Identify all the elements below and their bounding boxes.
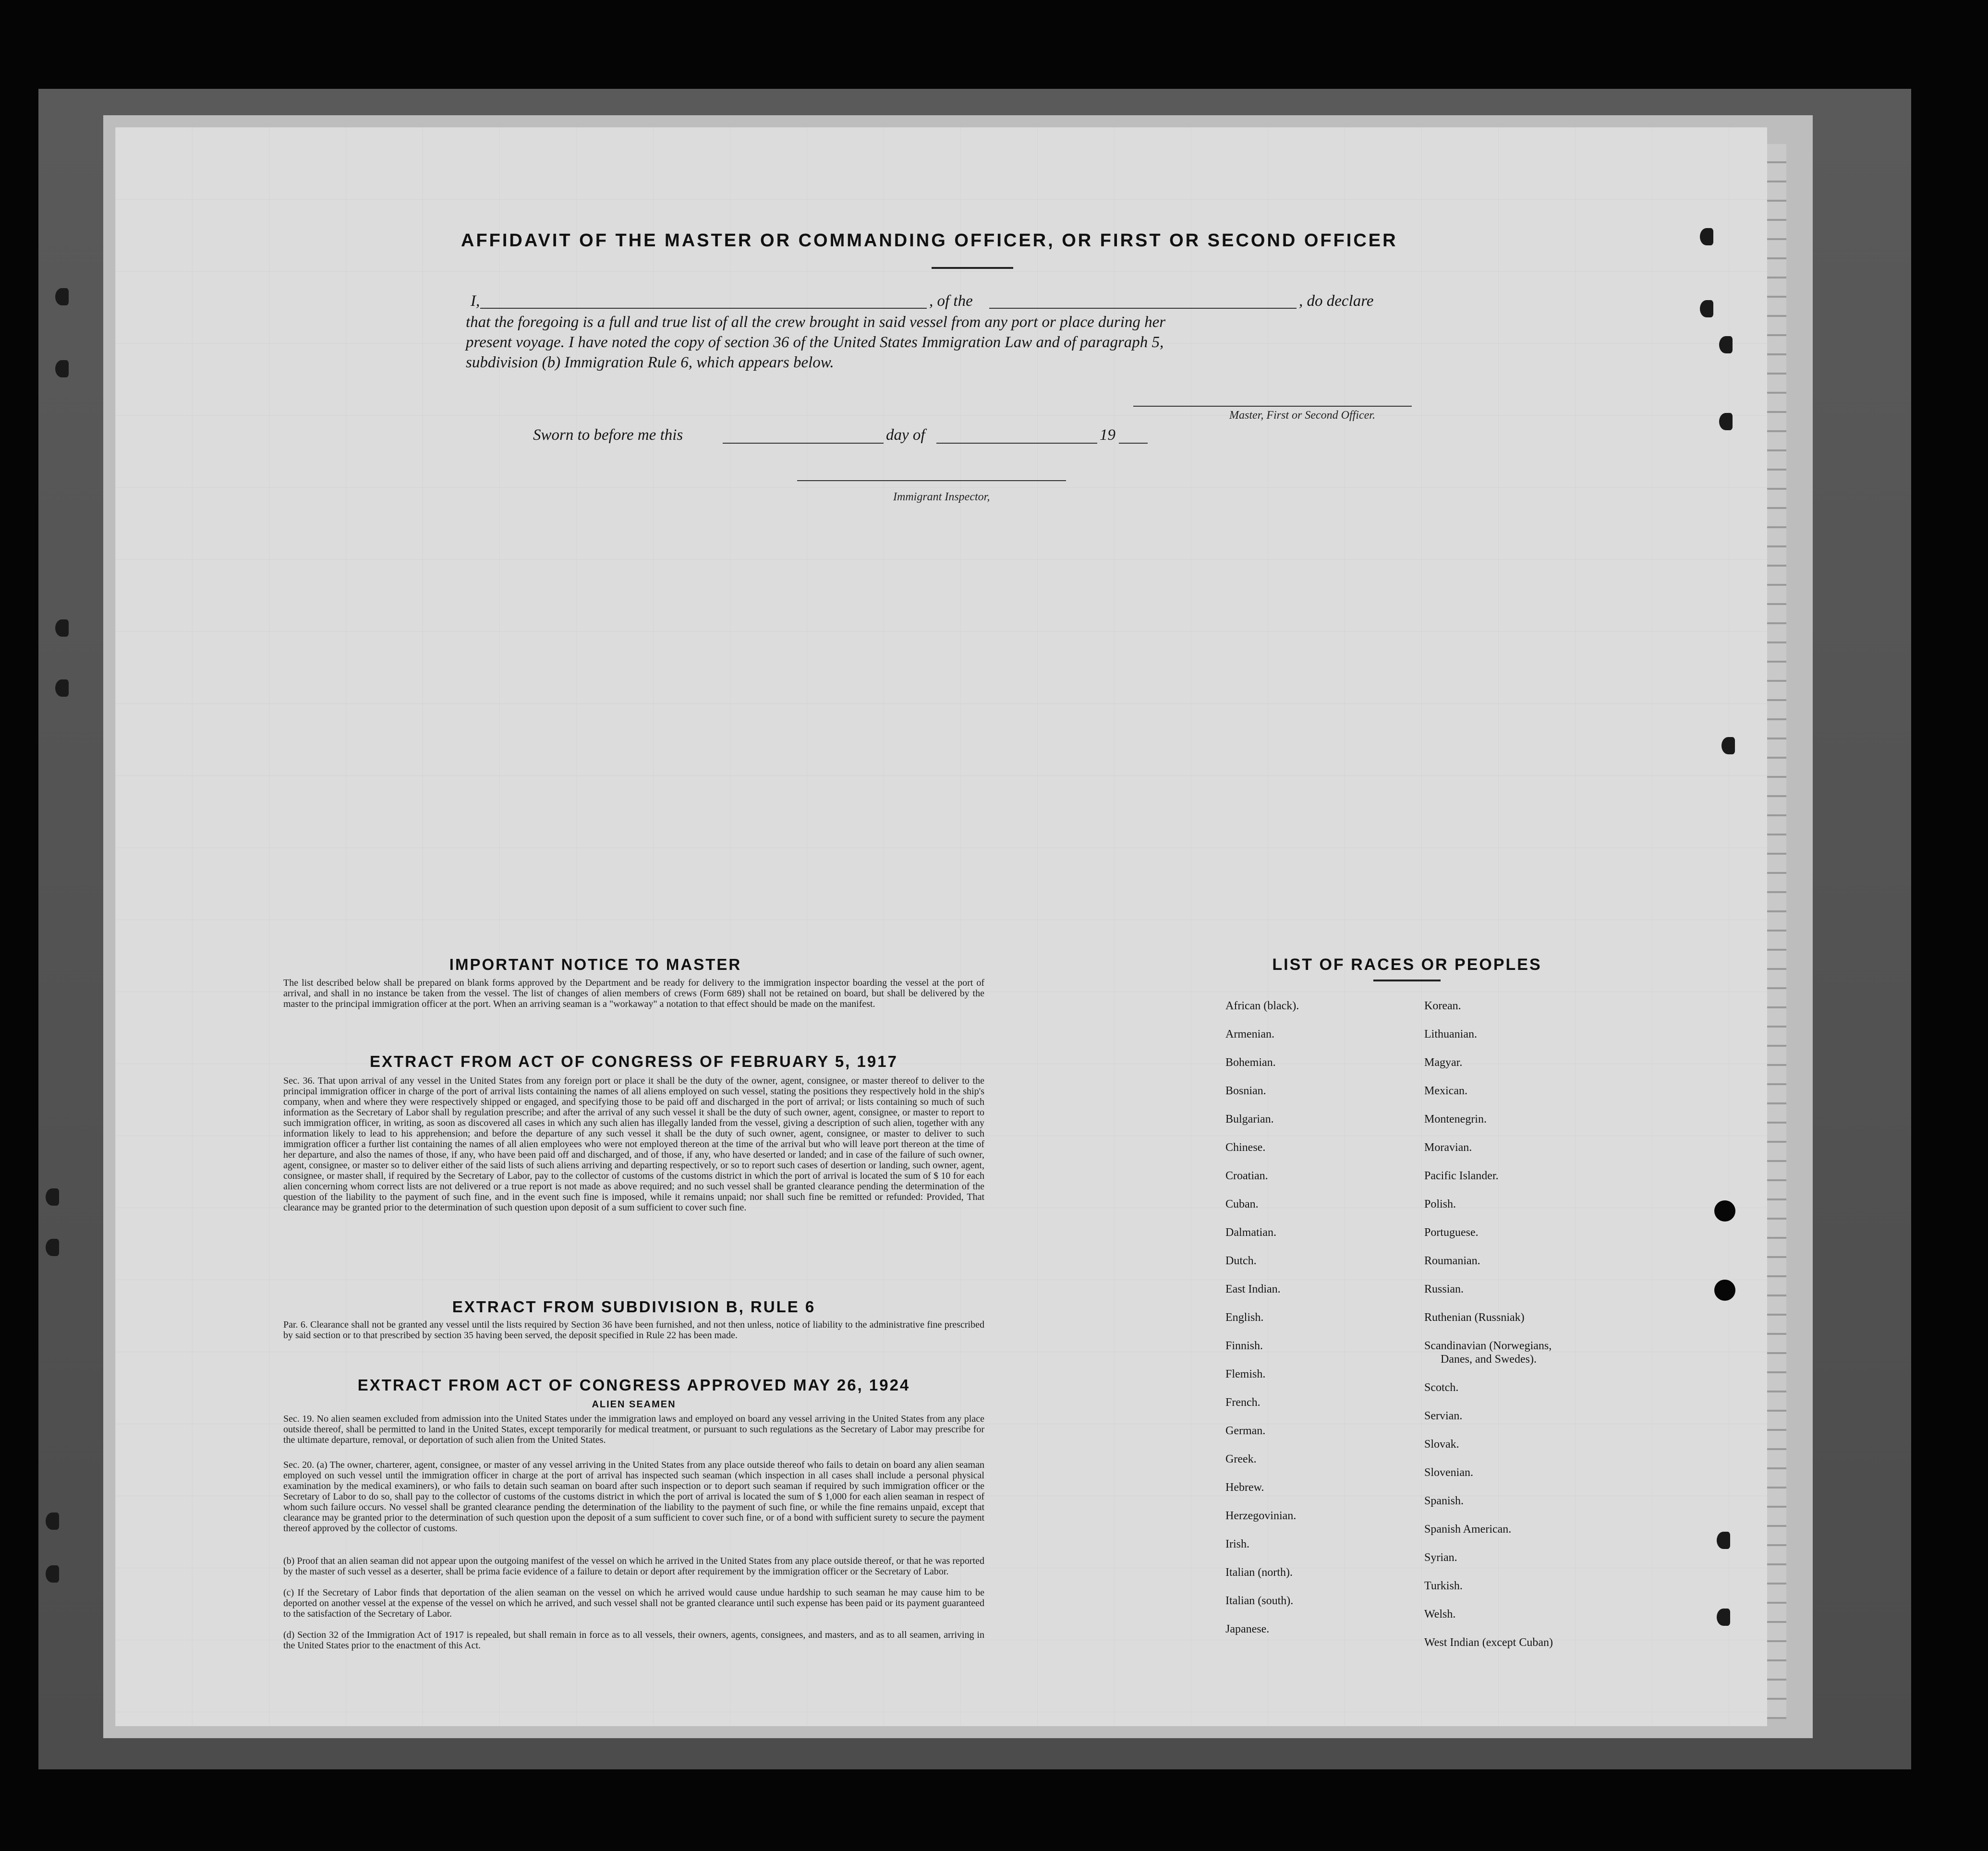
inspector-signature-line — [797, 480, 1066, 481]
punch-hole-icon — [1714, 1280, 1735, 1301]
affidavit-line1-b: , of the — [929, 292, 973, 310]
race-item: Roumanian. — [1424, 1255, 1480, 1267]
race-item: Chinese. — [1225, 1141, 1266, 1154]
extract-1917-title: EXTRACT FROM ACT OF CONGRESS OF FEBRUARY 5, 1917 — [370, 1053, 898, 1070]
race-item: Turkish. — [1424, 1580, 1463, 1592]
binder-clip-icon — [1719, 336, 1733, 353]
race-item: East Indian. — [1225, 1283, 1281, 1295]
extract-1924-p4: (c) If the Secretary of Labor finds that deportation of the alien seaman on the vessel on which he arrived would cause undue hardship to such seaman he may cause him to be deported on another vessel at the expense of the vessel on which he arrived, and such vessel shall not be granted clearance until such expense has been paid or its payment guaranteed to the satisfaction of the Secretary of Labor. — [283, 1587, 984, 1619]
race-item: French. — [1225, 1396, 1261, 1409]
race-item: Herzegovinian. — [1225, 1510, 1297, 1522]
race-item: Scandinavian (Norwegians, — [1424, 1340, 1552, 1352]
race-item: Hebrew. — [1225, 1481, 1264, 1494]
race-item: Polish. — [1424, 1198, 1456, 1210]
race-item: Bulgarian. — [1225, 1113, 1274, 1125]
race-item: Pacific Islander. — [1424, 1170, 1499, 1182]
binder-clip-icon — [55, 288, 69, 305]
races-rule — [1373, 980, 1441, 981]
race-item: Japanese. — [1225, 1623, 1270, 1635]
race-item: Spanish. — [1424, 1495, 1464, 1507]
extract-rule6-title: EXTRACT FROM SUBDIVISION B, RULE 6 — [452, 1298, 816, 1316]
race-item: Lithuanian. — [1424, 1028, 1477, 1040]
race-item: Irish. — [1225, 1538, 1249, 1550]
race-item: Scotch. — [1424, 1381, 1459, 1394]
race-item: Montenegrin. — [1424, 1113, 1487, 1125]
inspector-label: Immigrant Inspector, — [893, 491, 990, 503]
race-item: Servian. — [1424, 1410, 1463, 1422]
race-item: Cuban. — [1225, 1198, 1259, 1210]
binder-clip-icon — [55, 360, 69, 377]
sworn-text-b: day of — [886, 426, 925, 444]
binder-clip-icon — [46, 1565, 59, 1583]
affidavit-line1-c: , do declare — [1299, 292, 1374, 310]
race-item: Syrian. — [1424, 1551, 1457, 1564]
race-item: Slovenian. — [1424, 1466, 1473, 1479]
binder-clip-icon — [55, 619, 69, 637]
race-item: African (black). — [1225, 1000, 1299, 1012]
race-item: Croatian. — [1225, 1170, 1268, 1182]
race-item: Welsh. — [1424, 1608, 1456, 1621]
race-item: Portuguese. — [1424, 1226, 1479, 1239]
race-item: Spanish American. — [1424, 1523, 1512, 1536]
race-item: Finnish. — [1225, 1340, 1263, 1352]
binder-clip-icon — [1700, 300, 1713, 317]
race-item: Russian. — [1424, 1283, 1464, 1295]
race-item: Ruthenian (Russniak) — [1424, 1311, 1525, 1324]
affidavit-line2: that the foregoing is a full and true list of all the crew brought in said vessel from any port or place during her — [466, 314, 1166, 331]
punch-hole-icon — [1714, 1200, 1735, 1222]
affidavit-line4: subdivision (b) Immigration Rule 6, which appears below. — [466, 354, 834, 371]
extract-1917-text: Sec. 36. That upon arrival of any vessel in the United States from any foreign port or place it shall be the duty of the owner, agent, consignee, or master thereof to deliver to the principal immigration officer in charge of the port of arrival lists containing the names of all aliens employed on such vessel, stating the positions they respectively hold in the ship's company, when and where they were respectively shipped or engaged, and specifying those to be paid off and discharged in the port of arrival; or lists containing so much of such information as the Secretary of Labor shall by regulation prescribe; and after the arrival of any such vessel it shall be the duty of such owner, agent, consignee, or master to report to such immigration officer, in writing, as soon as discovered all cases in which any such alien has illegally landed from the vessel, giving a description of such alien, together with any information likely to lead to his apprehension; and before the departure of any such vessel it shall be the duty of such owner, agent, consignee, or master to deliver to such immigration officer a further list containing the names of all alien employees who were not employed thereon at the time of the arrival but who will leave port thereon at the time of her departure, and also the names of those, if any, who have been paid off and discharged, and of those, if any, who have deserted or landed; and in case of the failure of such owner, agent, consignee, or master so to deliver either of the said lists of such aliens arriving and departing respectively, or so to report such cases of desertion or landing, such owner, agent, consignee, or master shall, if required by the Secretary of Labor, pay to the collector of customs of the customs district in which the port of arrival is located the sum of $ 10 for each alien concerning whom correct lists are not delivered or a true report is not made as above required; and no such vessel shall be granted clearance pending the determination of the question of the liability to the payment of such fine, and in the event such fine is imposed, while it remains unpaid; nor shall such fine be remitted or refunded: Provided, That clearance may be granted prior to the determination of such question upon deposit of a sum sufficient to cover such fine. — [283, 1076, 984, 1213]
race-item: Bosnian. — [1225, 1085, 1266, 1097]
master-signature-line — [1133, 406, 1412, 407]
binder-clip-icon — [46, 1512, 59, 1530]
race-item: Greek. — [1225, 1453, 1257, 1465]
race-item: Dutch. — [1225, 1255, 1257, 1267]
race-item: Magyar. — [1424, 1056, 1463, 1069]
vessel-blank-line — [989, 308, 1297, 309]
sworn-month-blank — [936, 443, 1097, 444]
races-title: LIST OF RACES OR PEOPLES — [1272, 956, 1542, 974]
affidavit-line3: present voyage. I have noted the copy of section 36 of the United States Immigration Law and of paragraph 5, — [466, 334, 1164, 351]
sworn-day-blank — [723, 443, 884, 444]
extract-1924-p2: Sec. 20. (a) The owner, charterer, agent, consignee, or master of any vessel arriving in the United States from any place outside thereof who fails to detain on board any alien seaman employed on such vessel until the immigration officer in charge at the port of arrival has inspected such seaman (which inspection in all cases shall include a personal physical examination by the medical examiners), or who fails to detain such seaman on board after such inspection or to deport such seaman if required by such immigration officer or the Secretary of Labor to do so, shall pay to the collector of customs of the customs district in which the port of arrival is located the sum of $ 1,000 for each alien seaman in respect of whom such failure occurs. No vessel shall be granted clearance pending the determination of the liability to the payment of such fine, or while the fine remains unpaid, except that clearance may be granted prior to the determination of such question upon the deposit of a sum sufficient to cover such fine, or of a bond with sufficient surety to secure the payment thereof approved by the collector of customs. — [283, 1460, 984, 1534]
extract-1924-p1: Sec. 19. No alien seamen excluded from admission into the United States under the immigration laws and employed on board any vessel arriving in the United States from any place outside thereof, shall be permitted to land in the United States, except temporarily for medical treatment, or pursuant to such regulations as the Secretary of Labor may prescribe for the ultimate departure, removal, or deportation of such alien from the United States. — [283, 1414, 984, 1445]
race-item: Italian (south). — [1225, 1595, 1294, 1607]
binder-clip-icon — [1700, 228, 1713, 245]
race-item: Korean. — [1424, 1000, 1461, 1012]
affidavit-rule — [932, 267, 1013, 269]
race-item: German. — [1225, 1425, 1266, 1437]
extract-1924-p5: (d) Section 32 of the Immigration Act of 1917 is repealed, but shall remain in force as to all vessels, their owners, agents, consignees, and masters, and as to all seamen, arriving in the United States prior to the enactment of this Act. — [283, 1630, 984, 1651]
binder-clip-icon — [1717, 1609, 1730, 1626]
race-item: Flemish. — [1225, 1368, 1266, 1380]
name-blank-line — [480, 308, 927, 309]
sworn-text-c: 19 — [1100, 426, 1115, 444]
affidavit-title: AFFIDAVIT OF THE MASTER OR COMMANDING OFFICER, OR FIRST OR SECOND OFFICER — [461, 230, 1398, 251]
race-item: Mexican. — [1424, 1085, 1467, 1097]
sworn-year-blank — [1119, 443, 1148, 444]
binder-clip-icon — [1719, 413, 1733, 430]
race-item: Dalmatian. — [1225, 1226, 1276, 1239]
extract-1924-title: EXTRACT FROM ACT OF CONGRESS APPROVED MAY 26, 1924 — [357, 1376, 910, 1394]
extract-1924-p3: (b) Proof that an alien seaman did not appear upon the outgoing manifest of the vessel on which he arrived in the United States from any place outside thereof, or that he was reported by the master of such vessel as a deserter, shall be prima facie evidence of a failure to detain or deport after requirement by the immigration officer or the Secretary of Labor. — [283, 1556, 984, 1577]
race-item: Slovak. — [1424, 1438, 1459, 1451]
extract-1924-subtitle: ALIEN SEAMEN — [592, 1399, 676, 1410]
race-item: Danes, and Swedes). — [1441, 1353, 1537, 1366]
notice-text: The list described below shall be prepared on blank forms approved by the Department and be ready for delivery to the immigration inspector boarding the vessel at the port of arrival, and shall in no instance be taken from the vessel. The list of changes of alien members of crews (Form 689) shall not be retained on board, but shall be delivered by the master to the principal immigration officer at the port. When an arriving seaman is a "workaway" a notation to that effect should be made on the manifest. — [283, 978, 984, 1009]
page-edge-strip — [1767, 144, 1786, 1719]
sworn-text-a: Sworn to before me this — [533, 426, 683, 444]
binder-clip-icon — [46, 1188, 59, 1206]
race-item: Italian (north). — [1225, 1566, 1293, 1579]
binder-clip-icon — [1717, 1532, 1730, 1549]
race-item: Armenian. — [1225, 1028, 1274, 1040]
race-item: West Indian (except Cuban) — [1424, 1636, 1553, 1649]
binder-clip-icon — [55, 679, 69, 697]
race-item: Moravian. — [1424, 1141, 1472, 1154]
affidavit-line1-a: I, — [471, 292, 480, 310]
extract-rule6-text: Par. 6. Clearance shall not be granted any vessel until the lists required by Section 36 have been furnished, and not then unless, notice of liability to the administrative fine prescribed by said section or to that prescribed by section 35 having been served, the deposit specified in Rule 22 has been made. — [283, 1319, 984, 1341]
race-item: English. — [1225, 1311, 1264, 1324]
master-label: Master, First or Second Officer. — [1229, 409, 1375, 422]
binder-clip-icon — [1721, 737, 1735, 754]
notice-title: IMPORTANT NOTICE TO MASTER — [449, 956, 742, 973]
binder-clip-icon — [46, 1239, 59, 1256]
race-item: Bohemian. — [1225, 1056, 1276, 1069]
